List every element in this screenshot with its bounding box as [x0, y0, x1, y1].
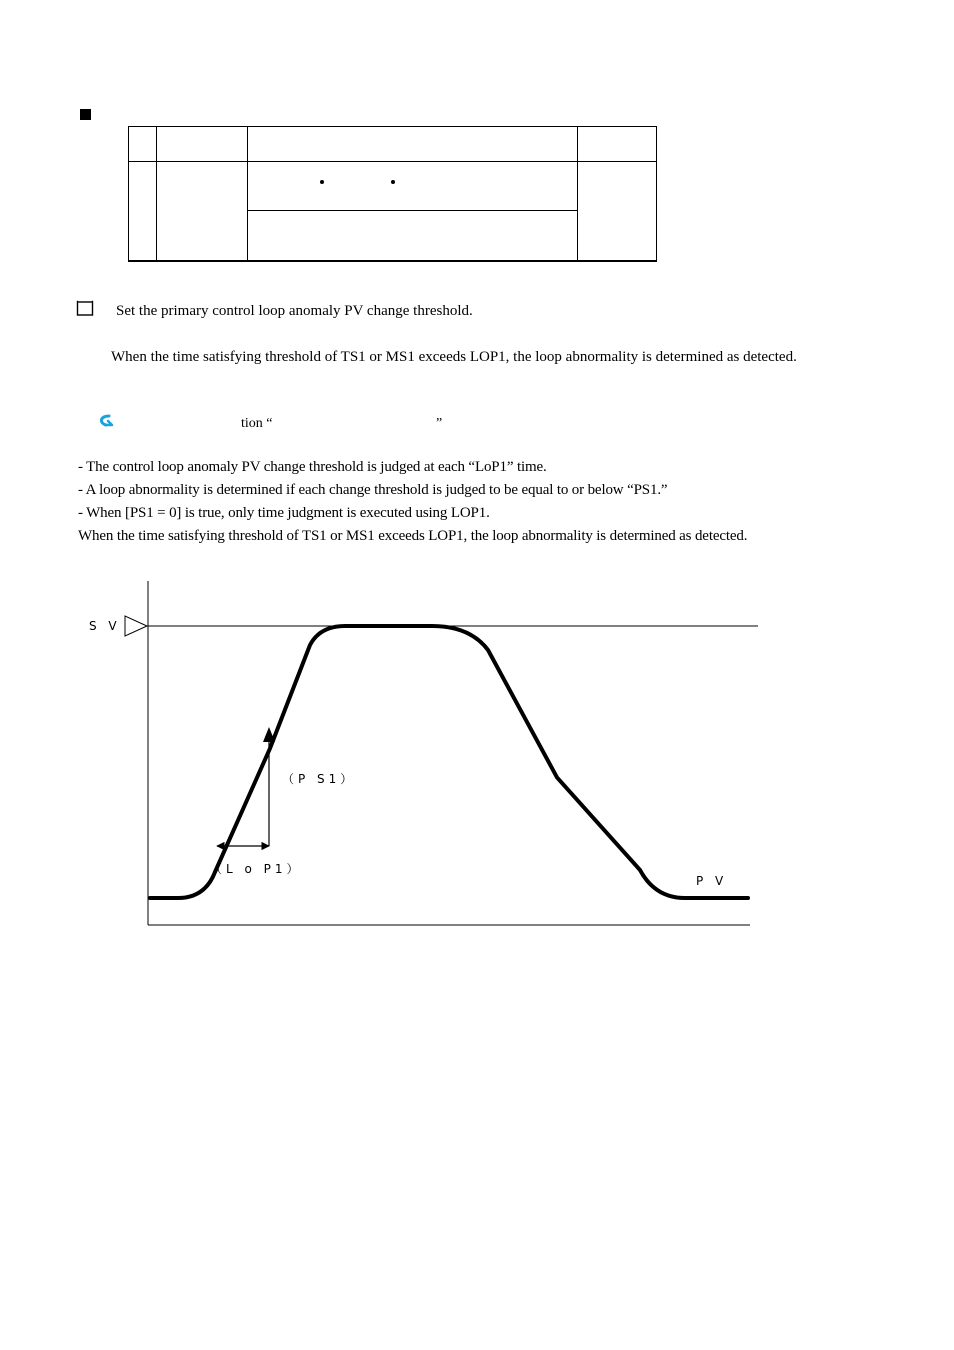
table-cell	[248, 127, 578, 162]
dot-mark	[320, 180, 324, 184]
notes-list	[78, 456, 747, 548]
pv-label: P V	[696, 874, 728, 888]
table-cell	[578, 162, 657, 261]
table-cell	[578, 127, 657, 162]
memo-icon	[76, 300, 94, 316]
lop1-label: （L o P1）	[210, 862, 303, 876]
table-cell	[248, 211, 578, 261]
table-cell	[129, 127, 157, 162]
square-bullet-icon	[80, 109, 91, 120]
table-cell	[248, 162, 578, 211]
reference-suffix: ”	[436, 416, 443, 431]
loop-anomaly-chart	[0, 570, 954, 940]
table-cell	[157, 127, 248, 162]
list-item: - The control loop anomaly PV change threshold is judged at each “LoP1” time.	[78, 459, 547, 475]
ps1-arrow-head	[263, 727, 275, 742]
list-item: When the time satisfying threshold of TS1 or MS1 exceeds LOP1, the loop abnormality is determined as detected.	[78, 528, 748, 544]
ps1-label: （P S1）	[282, 772, 357, 786]
reference-arrow-icon	[96, 413, 116, 431]
sv-label: S V	[89, 619, 121, 633]
paragraph-text: When the time satisfying threshold of TS1 or MS1 exceeds LOP1, the loop abnormality is determined as detected.	[111, 349, 797, 365]
parameter-table	[128, 126, 657, 262]
pv-series-line	[150, 626, 748, 898]
list-item: - A loop abnormality is determined if each change threshold is judged to be equal to or below “PS1.”	[78, 482, 668, 498]
table-cell	[129, 162, 157, 261]
dot-mark	[391, 180, 395, 184]
table-cell	[157, 162, 248, 261]
list-item: - When [PS1 = 0] is true, only time judgment is executed using LOP1.	[78, 505, 490, 521]
sv-marker	[125, 616, 147, 636]
description-text: Set the primary control loop anomaly PV change threshold.	[116, 303, 473, 319]
reference-prefix: tion “	[241, 416, 273, 431]
